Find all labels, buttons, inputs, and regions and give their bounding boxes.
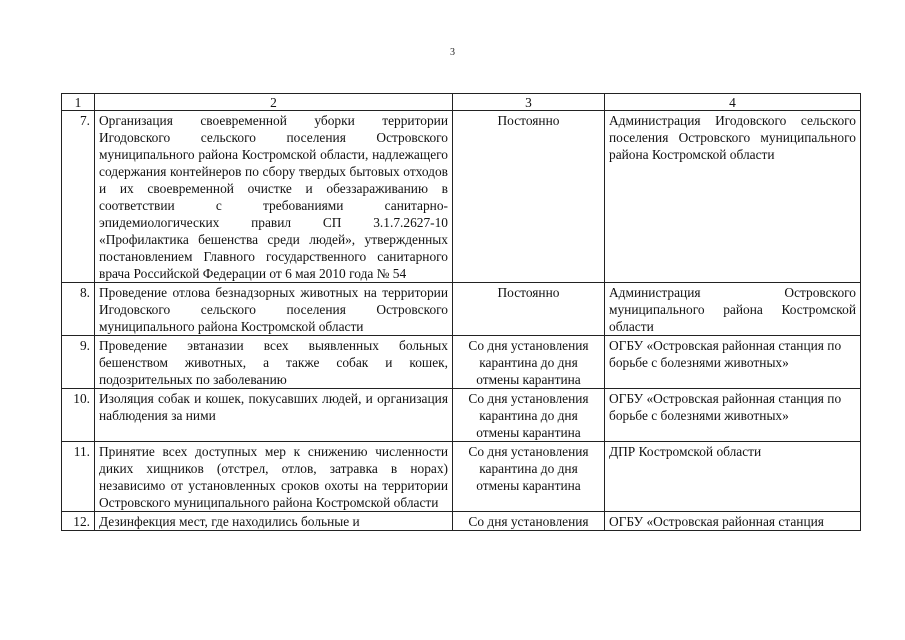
row-responsible: ОГБУ «Островская районная станция по борьбе с болезнями животных»: [605, 336, 861, 389]
table-row: [62, 111, 861, 283]
measures-table: [61, 93, 861, 531]
row-responsible: ДПР Костромской области: [605, 442, 861, 512]
row-number: 11.: [62, 442, 95, 512]
row-deadline: Со дня установления карантина до дня отмены карантина: [453, 442, 605, 512]
row-action: Проведение отлова безнадзорных животных на территории Игодовского сельского поселения Островского муниципального района Костромской области: [95, 283, 453, 336]
row-action: Изоляция собак и кошек, покусавших людей, и организация наблюдения за ними: [95, 389, 453, 442]
row-deadline: Постоянно: [453, 283, 605, 336]
row-number: 7.: [62, 111, 95, 283]
row-responsible: ОГБУ «Островская районная станция по борьбе с болезнями животных»: [605, 389, 861, 442]
row-responsible: Администрация Островского муниципального района Костромской области: [605, 283, 861, 336]
table-row: [62, 283, 861, 336]
row-action: Дезинфекция мест, где находились больные и: [95, 512, 453, 531]
row-responsible: ОГБУ «Островская районная станция: [605, 512, 861, 531]
table-row: [62, 389, 861, 442]
row-number: 8.: [62, 283, 95, 336]
row-action: Принятие всех доступных мер к снижению численности диких хищников (отстрел, отлов, затравка в норах) независимо от установленных сроков охоты на территории Островского муниципального района Костромской области: [95, 442, 453, 512]
table-header-row: [62, 94, 861, 111]
row-action: Проведение эвтаназии всех выявленных больных бешенством животных, а также собак и кошек, подозрительных по заболеванию: [95, 336, 453, 389]
row-deadline: Со дня установления карантина до дня отмены карантина: [453, 389, 605, 442]
row-responsible: Администрация Игодовского сельского поселения Островского муниципального района Костромской области: [605, 111, 861, 283]
row-deadline: Постоянно: [453, 111, 605, 283]
table-row: [62, 442, 861, 512]
row-action: Организация своевременной уборки территории Игодовского сельского поселения Островского муниципального района Костромской области, надлежащего содержания контейнеров по сбору твердых бытовых отходов и их своевременной очистке и обеззараживанию в соответствии с требованиями санитарно-эпидемиологических правил СП 3.1.7.2627-10 «Профилактика бешенства среди людей», утвержденных постановлением Главного государственного санитарного врача Российской Федерации от 6 мая 2010 года № 54: [95, 111, 453, 283]
header-col-1: 1: [62, 94, 95, 111]
table-row: [62, 512, 861, 531]
header-col-4: 4: [605, 94, 861, 111]
row-deadline: Со дня установления: [453, 512, 605, 531]
row-deadline: Со дня установления карантина до дня отмены карантина: [453, 336, 605, 389]
row-number: 9.: [62, 336, 95, 389]
table-row: [62, 336, 861, 389]
row-number: 10.: [62, 389, 95, 442]
row-number: 12.: [62, 512, 95, 531]
page-number: 3: [450, 47, 455, 58]
header-col-2: 2: [95, 94, 453, 111]
header-col-3: 3: [453, 94, 605, 111]
